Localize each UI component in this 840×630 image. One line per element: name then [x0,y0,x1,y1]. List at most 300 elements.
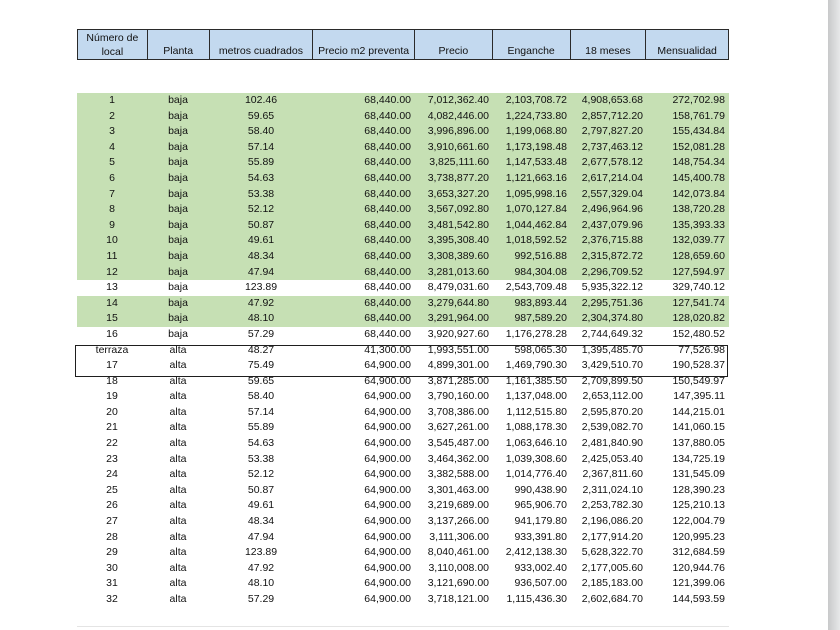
cell-m2: 123.89 [244,281,278,294]
cell-enganche: 1,014,776.40 [505,468,567,481]
table-row [77,140,729,156]
header-planta: Planta [148,30,210,59]
cell-local: 24 [106,468,118,481]
cell-planta: alta [169,390,187,403]
cell-enganche: 984,304.08 [514,265,567,278]
cell-m2: 53.38 [247,187,275,200]
cell-local: 30 [106,561,118,574]
table-row [77,265,729,281]
cell-precio-m2: 64,900.00 [364,452,411,465]
cell-precio-m2: 68,440.00 [364,203,411,216]
cell-m2: 58.40 [247,125,275,138]
cell-mensualidad: 272,702.98 [672,94,725,106]
cell-precio: 3,291,964.00 [427,312,489,325]
cell-18-meses: 5,628,322.70 [581,546,643,559]
cell-18-meses: 2,617,214.04 [581,171,643,184]
table-row [77,405,729,421]
cell-mensualidad: 145,400.78 [672,171,725,184]
cell-local: 9 [109,218,115,231]
cell-enganche: 1,039,308.60 [505,452,567,465]
cell-precio: 3,279,644.80 [427,296,489,309]
cell-precio-m2: 64,900.00 [364,405,411,418]
cell-m2: 48.10 [247,312,275,325]
cell-enganche: 1,088,178.30 [505,421,567,434]
table-row [77,358,729,374]
cell-local: 12 [106,265,118,278]
cell-precio: 3,111,306.00 [429,530,489,543]
cell-precio: 3,738,877.20 [427,171,489,184]
cell-enganche: 1,063,646.10 [505,437,567,450]
cell-m2: 50.87 [247,218,275,231]
cell-18-meses: 5,935,322.12 [581,281,643,294]
cell-enganche: 1,147,533.48 [505,156,567,169]
cell-planta: alta [169,577,187,590]
cell-enganche: 936,507.00 [514,577,567,590]
cell-m2: 57.14 [247,405,275,418]
cell-enganche: 2,543,709.48 [505,281,567,294]
cell-enganche: 1,018,592.52 [505,234,567,247]
cell-precio-m2: 64,900.00 [364,546,411,559]
cell-m2: 48.27 [247,343,275,356]
cell-m2: 50.87 [247,483,275,496]
cell-enganche: 1,199,068.80 [505,125,567,138]
table-row [77,452,729,468]
cell-enganche: 2,103,708.72 [505,94,567,106]
cell-local: 19 [106,390,118,403]
cell-planta: alta [169,546,187,559]
cell-precio-m2: 68,440.00 [364,109,411,122]
cell-precio: 7,012,362.40 [427,94,489,106]
header-enganche: Enganche [493,30,571,59]
cell-mensualidad: 131,545.09 [672,468,725,481]
cell-mensualidad: 312,684.59 [672,546,725,559]
cell-precio: 4,082,446.00 [427,109,489,122]
cell-local: 15 [106,312,118,325]
cell-m2: 53.38 [247,452,275,465]
cell-precio: 1,993,551.00 [427,343,489,356]
cell-18-meses: 2,677,578.12 [581,156,643,169]
cell-local: 31 [106,577,118,590]
cell-m2: 47.94 [247,530,275,543]
cell-precio: 3,481,542.80 [427,218,489,231]
cell-precio: 3,920,927.60 [427,327,489,340]
cell-18-meses: 2,315,872.72 [581,249,643,262]
table-row [77,311,729,327]
cell-18-meses: 2,595,870.20 [581,405,643,418]
cell-precio: 3,395,308.40 [427,234,489,247]
cell-18-meses: 2,737,463.12 [581,140,643,153]
cell-precio-m2: 68,440.00 [364,281,411,294]
cell-mensualidad: 134,725.19 [672,452,725,465]
cell-enganche: 1,173,198.48 [505,140,567,153]
cell-precio-m2: 64,900.00 [364,483,411,496]
cell-planta: alta [169,437,187,450]
header-mensualidad: Mensualidad [657,45,717,57]
cell-mensualidad: 150,549.97 [672,374,725,387]
table-header [77,29,729,60]
cell-mensualidad: 155,434.84 [672,125,725,138]
table-row [77,171,729,187]
cell-mensualidad: 125,210.13 [672,499,725,512]
table-row [77,592,729,608]
cell-precio: 8,479,031.60 [427,281,489,294]
cell-local: 6 [109,171,115,184]
cell-precio-m2: 64,900.00 [364,593,411,605]
cell-18-meses: 2,557,329.04 [581,187,643,200]
cell-planta: baja [168,218,188,231]
cell-precio: 3,708,386.00 [427,405,489,418]
cell-precio-m2: 64,900.00 [364,374,411,387]
cell-enganche: 1,137,048.00 [505,390,567,403]
table-row [77,296,729,312]
cell-precio-m2: 64,900.00 [364,359,411,372]
cell-planta: baja [168,281,188,294]
cell-planta: alta [169,452,187,465]
cell-local: 5 [109,156,115,169]
cell-local: terraza [95,343,129,356]
table-row [77,576,729,592]
cell-18-meses: 2,295,751.36 [581,296,643,309]
cell-mensualidad: 147,395.11 [673,390,725,403]
cell-local: 2 [109,109,115,122]
cell-local: 23 [106,452,118,465]
cell-precio: 3,996,896.00 [427,125,489,138]
cell-precio-m2: 68,440.00 [364,140,411,153]
cell-m2: 47.92 [247,561,275,574]
cell-18-meses: 2,253,782.30 [581,499,643,512]
cell-mensualidad: 121,399.06 [672,577,725,590]
cell-precio-m2: 64,900.00 [364,421,411,434]
cell-precio: 3,137,266.00 [427,515,489,528]
cell-precio-m2: 41,300.00 [364,343,411,356]
cell-18-meses: 2,177,914.20 [581,530,643,543]
cell-precio: 3,219,689.00 [427,499,489,512]
table-row [77,343,729,359]
cell-enganche: 987,589.20 [514,312,567,325]
cell-precio-m2: 64,900.00 [364,577,411,590]
cell-planta: baja [168,140,188,153]
cell-planta: baja [168,312,188,325]
cell-m2: 102.46 [244,94,278,106]
page-edge-shadow [828,0,840,630]
cell-mensualidad: 135,393.33 [672,218,725,231]
bottom-divider [77,626,729,627]
cell-planta: baja [168,94,188,106]
table-row [77,436,729,452]
cell-planta: alta [169,483,187,496]
cell-planta: baja [168,171,188,184]
cell-m2: 52.12 [247,468,275,481]
cell-precio: 3,790,160.00 [427,390,489,403]
table-row [77,467,729,483]
table-row [77,420,729,436]
cell-mensualidad: 152,081.28 [672,140,725,153]
table-body [77,93,729,608]
cell-precio-m2: 64,900.00 [364,515,411,528]
table-row [77,233,729,249]
cell-mensualidad: 122,004.79 [672,515,725,528]
cell-18-meses: 2,481,840.90 [581,437,643,450]
header-metros-cuadrados: metros cuadrados [210,30,314,59]
cell-precio: 3,110,008.00 [428,561,489,574]
cell-enganche: 992,516.88 [514,249,567,262]
cell-enganche: 598,065.30 [514,343,567,356]
cell-18-meses: 2,196,086.20 [581,515,643,528]
cell-precio-m2: 68,440.00 [364,218,411,231]
cell-local: 28 [106,530,118,543]
cell-18-meses: 2,539,082.70 [581,421,643,434]
cell-precio: 3,545,487.00 [427,437,489,450]
cell-18-meses: 2,304,374.80 [581,312,643,325]
cell-mensualidad: 142,073.84 [672,187,725,200]
cell-precio-m2: 68,440.00 [364,94,411,106]
cell-planta: alta [169,421,187,434]
cell-planta: alta [169,374,187,387]
cell-planta: baja [168,265,188,278]
cell-enganche: 933,002.40 [514,561,567,574]
header-precio: Precio [415,30,493,59]
cell-mensualidad: 138,720.28 [672,203,725,216]
cell-precio: 3,464,362.00 [427,452,489,465]
cell-precio-m2: 68,440.00 [364,125,411,138]
cell-m2: 55.89 [247,421,275,434]
cell-mensualidad: 77,526.98 [678,343,725,356]
cell-m2: 47.94 [247,265,275,278]
cell-local: 20 [106,405,118,418]
cell-18-meses: 2,496,964.96 [581,203,643,216]
cell-precio: 3,121,690.00 [427,577,489,590]
table-row [77,124,729,140]
cell-enganche: 1,095,998.16 [505,187,567,200]
cell-planta: baja [168,109,188,122]
cell-local: 7 [109,187,115,200]
cell-18-meses: 1,395,485.70 [581,343,643,356]
cell-18-meses: 2,185,183.00 [581,577,643,590]
cell-local: 13 [106,281,118,294]
cell-local: 27 [106,515,118,528]
cell-planta: baja [168,203,188,216]
cell-m2: 52.12 [247,203,275,216]
cell-m2: 48.10 [247,577,275,590]
cell-18-meses: 2,425,053.40 [581,452,643,465]
cell-local: 25 [106,483,118,496]
cell-mensualidad: 144,215.01 [672,405,725,418]
cell-local: 3 [109,125,115,138]
cell-enganche: 2,412,138.30 [505,546,567,559]
cell-enganche: 1,070,127.84 [505,203,567,216]
cell-planta: alta [169,515,187,528]
cell-precio-m2: 68,440.00 [364,312,411,325]
cell-mensualidad: 128,020.82 [672,312,725,325]
cell-m2: 75.49 [247,359,275,372]
cell-precio-m2: 68,440.00 [364,171,411,184]
cell-18-meses: 4,908,653.68 [581,94,643,106]
cell-enganche: 965,906.70 [514,499,567,512]
cell-local: 22 [106,437,118,450]
cell-18-meses: 2,296,709.52 [581,265,643,278]
cell-m2: 48.34 [247,249,275,262]
table-row [77,109,729,125]
cell-mensualidad: 158,761.79 [672,109,725,122]
cell-local: 14 [106,296,118,309]
cell-precio: 3,567,092.80 [427,203,489,216]
cell-planta: alta [169,530,187,543]
cell-18-meses: 2,744,649.32 [581,327,643,340]
cell-precio: 3,301,463.00 [427,483,489,496]
cell-precio-m2: 68,440.00 [364,234,411,247]
table-row [77,202,729,218]
cell-enganche: 990,438.90 [514,483,567,496]
cell-m2: 47.92 [247,296,275,309]
table-row [77,280,729,296]
cell-planta: alta [169,468,187,481]
cell-planta: baja [168,327,188,340]
table-row [77,93,729,109]
cell-precio: 3,871,285.00 [427,374,489,387]
cell-m2: 123.89 [244,546,278,559]
cell-precio-m2: 68,440.00 [364,327,411,340]
cell-planta: baja [168,125,188,138]
cell-mensualidad: 152,480.52 [672,327,725,340]
table-row [77,155,729,171]
table-row [77,498,729,514]
cell-18-meses: 2,709,899.50 [581,374,643,387]
cell-planta: baja [168,156,188,169]
cell-planta: alta [169,593,187,605]
cell-m2: 54.63 [247,171,275,184]
cell-18-meses: 3,429,510.70 [581,359,643,372]
table-row [77,374,729,390]
cell-mensualidad: 137,880.05 [672,437,725,450]
cell-mensualidad: 128,390.23 [672,483,725,496]
cell-local: 21 [106,421,118,434]
table-row [77,514,729,530]
cell-18-meses: 2,857,712.20 [581,109,643,122]
cell-18-meses: 2,177,005.60 [581,561,643,574]
cell-m2: 59.65 [247,109,275,122]
cell-local: 10 [106,234,118,247]
cell-m2: 59.65 [247,374,275,387]
cell-planta: alta [169,499,187,512]
cell-m2: 57.14 [247,140,275,153]
cell-precio-m2: 64,900.00 [364,499,411,512]
cell-planta: alta [169,405,187,418]
cell-mensualidad: 127,594.97 [672,265,725,278]
cell-planta: alta [169,561,187,574]
cell-mensualidad: 148,754.34 [672,156,725,169]
header-numero-local: Número de local [78,30,148,59]
cell-18-meses: 2,653,112.00 [582,390,643,403]
cell-mensualidad: 120,995.23 [672,530,725,543]
cell-planta: baja [168,187,188,200]
cell-precio-m2: 68,440.00 [364,296,411,309]
cell-18-meses: 2,376,715.88 [581,234,643,247]
table-row [77,561,729,577]
cell-18-meses: 2,437,079.96 [581,218,643,231]
cell-precio: 8,040,461.00 [427,546,489,559]
table-row [77,249,729,265]
cell-precio-m2: 64,900.00 [364,530,411,543]
table-row [77,218,729,234]
cell-planta: baja [168,234,188,247]
cell-enganche: 1,044,462.84 [505,218,567,231]
cell-enganche: 1,176,278.28 [505,327,567,340]
cell-enganche: 983,893.44 [514,296,567,309]
cell-18-meses: 2,602,684.70 [581,593,643,605]
cell-precio: 4,899,301.00 [427,359,489,372]
cell-m2: 55.89 [247,156,275,169]
cell-m2: 54.63 [247,437,275,450]
header-18-meses: 18 meses [571,30,647,59]
cell-local: 32 [106,593,118,605]
cell-enganche: 1,112,515.80 [506,405,567,418]
cell-m2: 48.34 [247,515,275,528]
cell-local: 29 [106,546,118,559]
cell-enganche: 1,161,385.50 [505,374,567,387]
cell-planta: baja [168,249,188,262]
cell-precio: 3,281,013.60 [427,265,489,278]
cell-precio-m2: 68,440.00 [364,265,411,278]
cell-precio-m2: 64,900.00 [364,561,411,574]
cell-m2: 57.29 [247,593,275,605]
cell-local: 1 [109,94,115,106]
table-row [77,327,729,343]
table-row [77,530,729,546]
cell-precio-m2: 64,900.00 [364,390,411,403]
table-row [77,483,729,499]
cell-mensualidad: 144,593.59 [672,593,725,605]
cell-precio: 3,308,389.60 [427,249,489,262]
table-row [77,545,729,561]
cell-18-meses: 2,311,024.10 [582,483,643,496]
cell-precio-m2: 68,440.00 [364,249,411,262]
table-row [77,187,729,203]
cell-precio: 3,627,261.00 [427,421,489,434]
cell-m2: 49.61 [247,499,275,512]
cell-planta: alta [169,343,187,356]
cell-precio: 3,718,121.00 [427,593,489,605]
cell-m2: 58.40 [247,390,275,403]
cell-enganche: 1,121,663.16 [505,171,567,184]
cell-local: 16 [106,327,118,340]
cell-mensualidad: 190,528.37 [672,359,725,372]
cell-enganche: 1,115,436.30 [506,593,567,605]
cell-m2: 49.61 [247,234,275,247]
cell-precio: 3,910,661.60 [427,140,489,153]
cell-m2: 57.29 [247,327,275,340]
header-precio-m2-preventa: Precio m2 preventa [313,30,415,59]
cell-local: 8 [109,203,115,216]
cell-planta: baja [168,296,188,309]
cell-local: 26 [106,499,118,512]
cell-precio: 3,382,588.00 [427,468,489,481]
table-row [77,389,729,405]
cell-precio-m2: 64,900.00 [364,468,411,481]
cell-precio: 3,653,327.20 [427,187,489,200]
cell-mensualidad: 120,944.76 [672,561,725,574]
cell-local: 11 [106,249,118,262]
cell-precio-m2: 68,440.00 [364,187,411,200]
cell-enganche: 941,179.80 [514,515,567,528]
cell-18-meses: 2,797,827.20 [581,125,643,138]
cell-precio-m2: 68,440.00 [364,156,411,169]
cell-local: 18 [106,374,118,387]
cell-enganche: 933,391.80 [514,530,567,543]
cell-enganche: 1,469,790.30 [505,359,567,372]
cell-enganche: 1,224,733.80 [505,109,567,122]
cell-mensualidad: 141,060.15 [672,421,725,434]
cell-mensualidad: 132,039.77 [672,234,725,247]
